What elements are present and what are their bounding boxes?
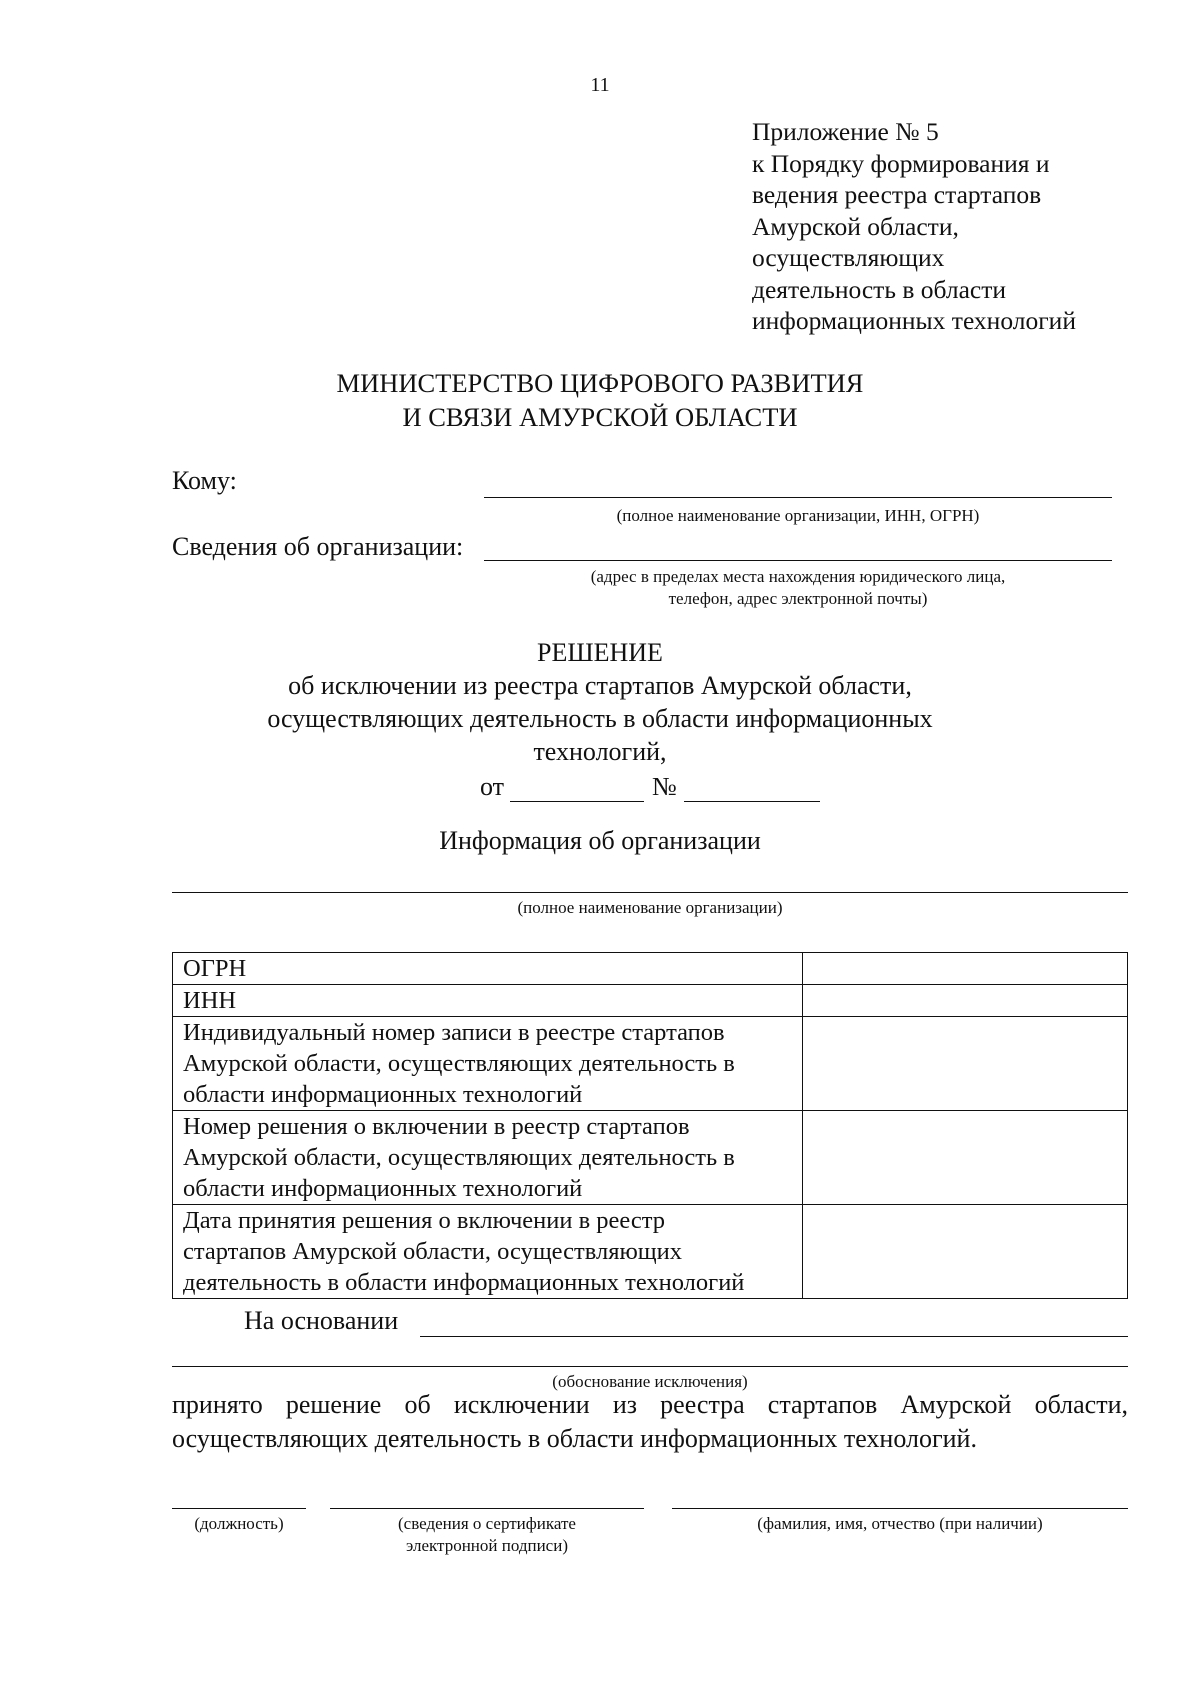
inn-label-cell	[173, 985, 803, 1017]
position-hint: (должность)	[194, 1514, 284, 1533]
org-details-hint-1: (адрес в пределах места нахождения юридического лица,	[590, 567, 1006, 586]
cell-line: Дата принятия решения о включении в реестр	[183, 1207, 666, 1234]
conclusion-line-2: осуществляющих деятельность в области информационных технологий.	[172, 1424, 977, 1453]
table-row	[173, 1205, 1128, 1299]
org-details-label: Сведения об организации:	[172, 532, 464, 561]
org-name-field-line[interactable]	[172, 892, 1128, 893]
number-field-line[interactable]	[684, 801, 820, 802]
to-field-line[interactable]	[484, 497, 1112, 498]
org-info-title: Информация об организации	[439, 826, 761, 855]
table-row	[173, 1111, 1128, 1205]
basis-hint: (обоснование исключения)	[552, 1372, 748, 1391]
number-sign: №	[652, 772, 677, 801]
record-number-value-cell[interactable]	[803, 1017, 1128, 1111]
decision-subtitle-line: технологий,	[533, 737, 667, 766]
to-field-hint: (полное наименование организации, ИНН, ОГРН)	[616, 506, 980, 525]
annex-line: к Порядку формирования и	[752, 148, 1050, 178]
position-field-line[interactable]	[172, 1508, 306, 1509]
ministry-line-1: МИНИСТЕРСТВО ЦИФРОВОГО РАЗВИТИЯ	[336, 368, 864, 398]
page-number: 11	[590, 74, 610, 96]
registry-info-table	[172, 952, 1128, 1299]
table-row	[173, 1017, 1128, 1111]
date-field-line[interactable]	[510, 801, 644, 802]
annex-line: информационных технологий	[752, 306, 1076, 335]
inclusion-decision-date-label-cell	[173, 1205, 803, 1299]
cell-line: Амурской области, осуществляющих деятельность в	[183, 1050, 735, 1077]
annex-line: Амурской области,	[752, 211, 959, 241]
record-number-label-cell	[173, 1017, 803, 1111]
annex-line: деятельность в области	[752, 274, 1006, 304]
org-details-hint-2: телефон, адрес электронной почты)	[668, 589, 928, 608]
date-prefix: от	[480, 772, 505, 801]
decision-subtitle-line: об исключении из реестра стартапов Амурской области,	[288, 671, 912, 700]
basis-field-line-1[interactable]	[420, 1336, 1128, 1337]
cell-line: Амурской области, осуществляющих деятельность в	[183, 1144, 735, 1171]
org-details-field-line[interactable]	[484, 560, 1112, 561]
decision-block	[200, 636, 1000, 768]
inn-value-cell[interactable]	[803, 985, 1128, 1017]
annex-line: осуществляющих	[752, 243, 945, 272]
annex-header	[752, 116, 1076, 337]
inclusion-decision-date-value-cell[interactable]	[803, 1205, 1128, 1299]
certificate-field-line[interactable]	[330, 1508, 644, 1509]
inclusion-decision-number-value-cell[interactable]	[803, 1111, 1128, 1205]
cell-line: стартапов Амурской области, осуществляющих	[183, 1238, 683, 1265]
cell-line: ОГРН	[183, 955, 247, 982]
cell-line: Номер решения о включении в реестр стартапов	[183, 1113, 690, 1140]
cell-line: ИНН	[183, 987, 237, 1014]
full-name-field-line[interactable]	[672, 1508, 1128, 1509]
ministry-title	[300, 366, 900, 434]
org-name-hint: (полное наименование организации)	[517, 898, 783, 917]
ogrn-value-cell[interactable]	[803, 953, 1128, 985]
basis-field-line-2[interactable]	[172, 1366, 1128, 1367]
basis-label: На основании	[244, 1306, 399, 1335]
inclusion-decision-number-label-cell	[173, 1111, 803, 1205]
full-name-hint: (фамилия, имя, отчество (при наличии)	[757, 1514, 1043, 1533]
decision-subtitle-line: осуществляющих деятельность в области информационных	[267, 704, 933, 733]
certificate-hint-2: электронной подписи)	[406, 1536, 568, 1555]
certificate-hint-1: (сведения о сертификате	[398, 1514, 576, 1533]
annex-line: ведения реестра стартапов	[752, 180, 1042, 209]
conclusion-paragraph	[172, 1388, 1128, 1456]
cell-line: области информационных технологий	[183, 1175, 583, 1202]
to-label: Кому:	[172, 466, 237, 495]
ogrn-label-cell	[173, 953, 803, 985]
table-row	[173, 953, 1128, 985]
table-row	[173, 985, 1128, 1017]
cell-line: Индивидуальный номер записи в реестре стартапов	[183, 1019, 725, 1046]
annex-line: Приложение № 5	[752, 117, 939, 146]
conclusion-line-1: принято решение об исключении из реестра стартапов Амурской области,	[172, 1390, 1128, 1419]
cell-line: деятельность в области информационных технологий	[183, 1269, 745, 1296]
decision-title: РЕШЕНИЕ	[537, 638, 663, 667]
cell-line: области информационных технологий	[183, 1081, 583, 1108]
ministry-line-2: И СВЯЗИ АМУРСКОЙ ОБЛАСТИ	[402, 402, 798, 432]
